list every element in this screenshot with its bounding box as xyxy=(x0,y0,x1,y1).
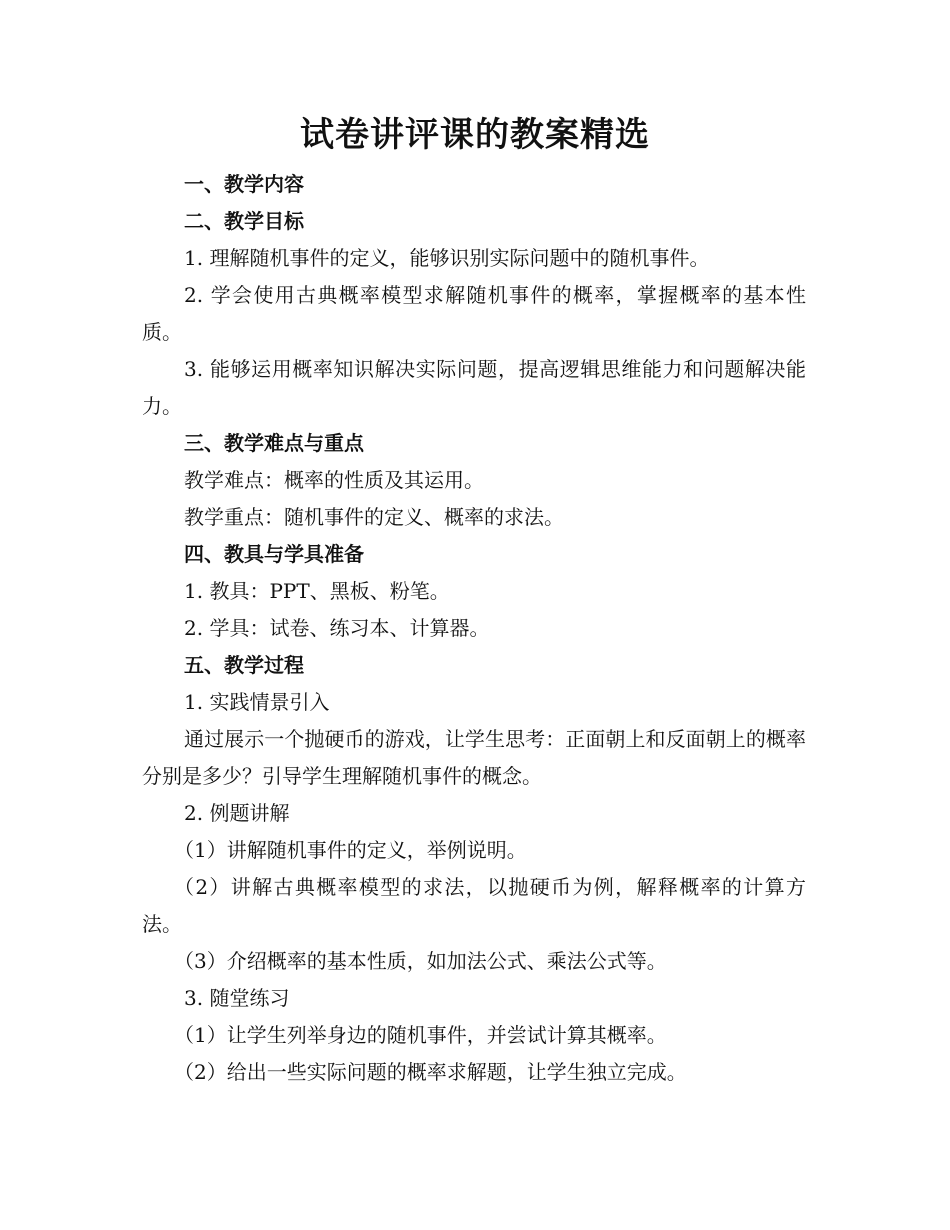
paragraph: 3. 随堂练习 xyxy=(184,986,290,1010)
sub-item: （1）让学生列举身边的随机事件，并尝试计算其概率。 xyxy=(174,1023,667,1047)
paragraph: 教学重点：随机事件的定义、概率的求法。 xyxy=(184,505,564,529)
section-heading: 三、教学难点与重点 xyxy=(184,431,364,455)
section-heading: 五、教学过程 xyxy=(184,653,304,677)
paragraph: 1. 实践情景引入 xyxy=(184,690,330,714)
paragraph: 2. 例题讲解 xyxy=(184,801,290,825)
paragraph: 1. 教具：PPT、黑板、粉笔。 xyxy=(184,579,450,603)
paragraph: 1. 理解随机事件的定义，能够识别实际问题中的随机事件。 xyxy=(184,246,710,270)
section-heading: 一、教学内容 xyxy=(184,172,304,196)
document-body xyxy=(142,166,806,1091)
sub-item: （2）给出一些实际问题的概率求解题，让学生独立完成。 xyxy=(174,1060,687,1084)
paragraph: 3. 能够运用概率知识解决实际问题，提高逻辑思维能力和问题解决能力。 xyxy=(142,357,806,418)
section-heading: 四、教具与学具准备 xyxy=(184,542,364,566)
section-heading: 二、教学目标 xyxy=(184,209,304,233)
paragraph: 教学难点：概率的性质及其运用。 xyxy=(184,468,484,492)
paragraph: 2. 学具：试卷、练习本、计算器。 xyxy=(184,616,490,640)
sub-item: （2）讲解古典概率模型的求法，以抛硬币为例，解释概率的计算方法。 xyxy=(142,875,806,936)
document-title: 试卷讲评课的教案精选 xyxy=(300,115,650,155)
paragraph: 2. 学会使用古典概率模型求解随机事件的概率，掌握概率的基本性质。 xyxy=(142,283,806,344)
sub-item: （3）介绍概率的基本性质，如加法公式、乘法公式等。 xyxy=(174,949,667,973)
paragraph: 通过展示一个抛硬币的游戏，让学生思考：正面朝上和反面朝上的概率分别是多少？引导学生理解随机事件的概念。 xyxy=(142,727,806,788)
sub-item: （1）讲解随机事件的定义，举例说明。 xyxy=(174,838,527,862)
